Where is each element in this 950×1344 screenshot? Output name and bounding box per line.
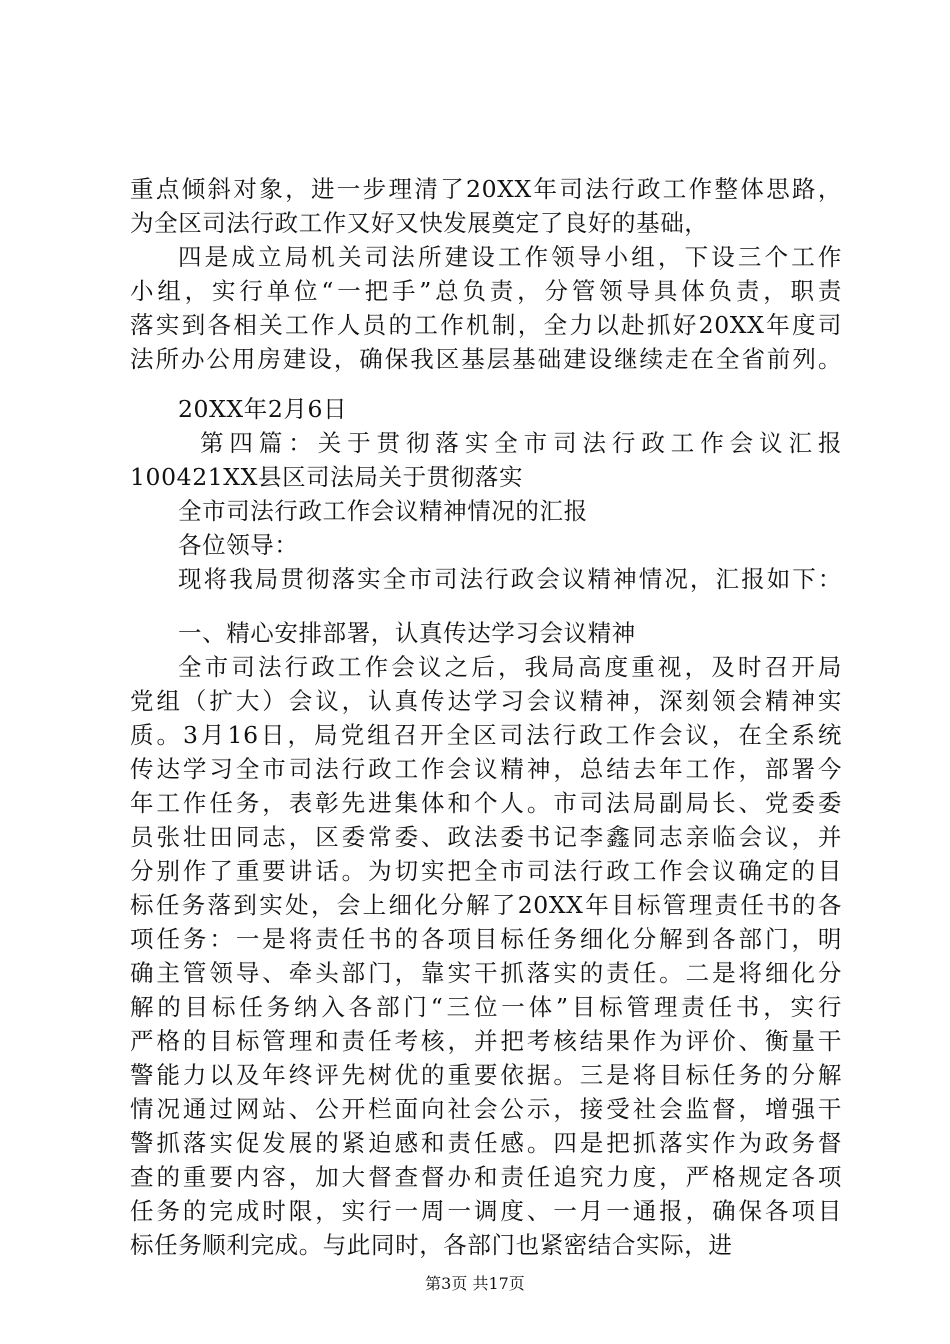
body-line: 全市司法行政工作会议之后，我局高度重视，及时召开局 [178,653,842,681]
body-line: 确主管领导、牵头部门，靠实干抓落实的责任。二是将细化分 [130,959,842,987]
body-line: 警能力以及年终评先树优的重要依据。三是将目标任务的分解 [130,1061,842,1089]
body-line: 任务的完成时限，实行一周一调度、一月一通报，确保各项目 [130,1197,842,1225]
body-line: 小组，实行单位“一把手”总负责，分管领导具体负责，职责 [130,277,842,305]
body-line: 标任务顺利完成。与此同时，各部门也紧密结合实际，进 [130,1231,733,1259]
body-line: 重点倾斜对象，进一步理清了20XX年司法行政工作整体思路， [130,175,842,203]
section-heading-cont: 100421XX县区司法局关于贯彻落实 [130,463,524,491]
body-line: 警抓落实促发展的紧迫感和责任感。四是把抓落实作为政务督 [130,1129,842,1157]
page-footer: 第3页 共17页 [425,1274,525,1293]
body-line: 党组（扩大）会议，认真传达学习会议精神，深刻领会精神实 [130,687,842,715]
date-line: 20XX年2月6日 [178,395,348,423]
body-line: 严格的目标管理和责任考核，并把考核结果作为评价、衡量干 [130,1027,842,1055]
report-title: 全市司法行政工作会议精神情况的汇报 [178,497,588,525]
body-line: 情况通过网站、公开栏面向社会公示，接受社会监督，增强干 [130,1095,842,1123]
body-line: 分别作了重要讲话。为切实把全市司法行政工作会议确定的目 [130,857,842,885]
body-line: 四是成立局机关司法所建设工作领导小组，下设三个工作 [178,243,842,271]
body-line: 法所办公用房建设，确保我区基层基础建设继续走在全省前列。 [130,345,842,373]
body-line: 现将我局贯彻落实全市司法行政会议精神情况，汇报如下： [178,565,842,593]
body-line: 查的重要内容，加大督查督办和责任追究力度，严格规定各项 [130,1163,842,1191]
body-line: 项任务：一是将责任书的各项目标任务细化分解到各部门，明 [130,925,842,953]
subsection-heading: 一、精心安排部署，认真传达学习会议精神 [178,619,636,647]
body-line: 标任务落到实处，会上细化分解了20XX年目标管理责任书的各 [130,891,842,919]
body-line: 解的目标任务纳入各部门“三位一体”目标管理责任书，实行 [130,993,842,1021]
section-heading: 第四篇：关于贯彻落实全市司法行政工作会议汇报 [200,429,842,457]
body-line: 员张壮田同志，区委常委、政法委书记李鑫同志亲临会议，并 [130,823,842,851]
salutation: 各位领导： [178,531,299,559]
body-line: 落实到各相关工作人员的工作机制，全力以赴抓好20XX年度司 [130,311,842,339]
body-line: 年工作任务，表彰先进集体和个人。市司法局副局长、党委委 [130,789,842,817]
body-line: 质。3月16日，局党组召开全区司法行政工作会议，在全系统 [130,721,842,749]
body-line: 为全区司法行政工作又好又快发展奠定了良好的基础， [130,209,709,237]
body-line: 传达学习全市司法行政工作会议精神，总结去年工作，部署今 [130,755,842,783]
